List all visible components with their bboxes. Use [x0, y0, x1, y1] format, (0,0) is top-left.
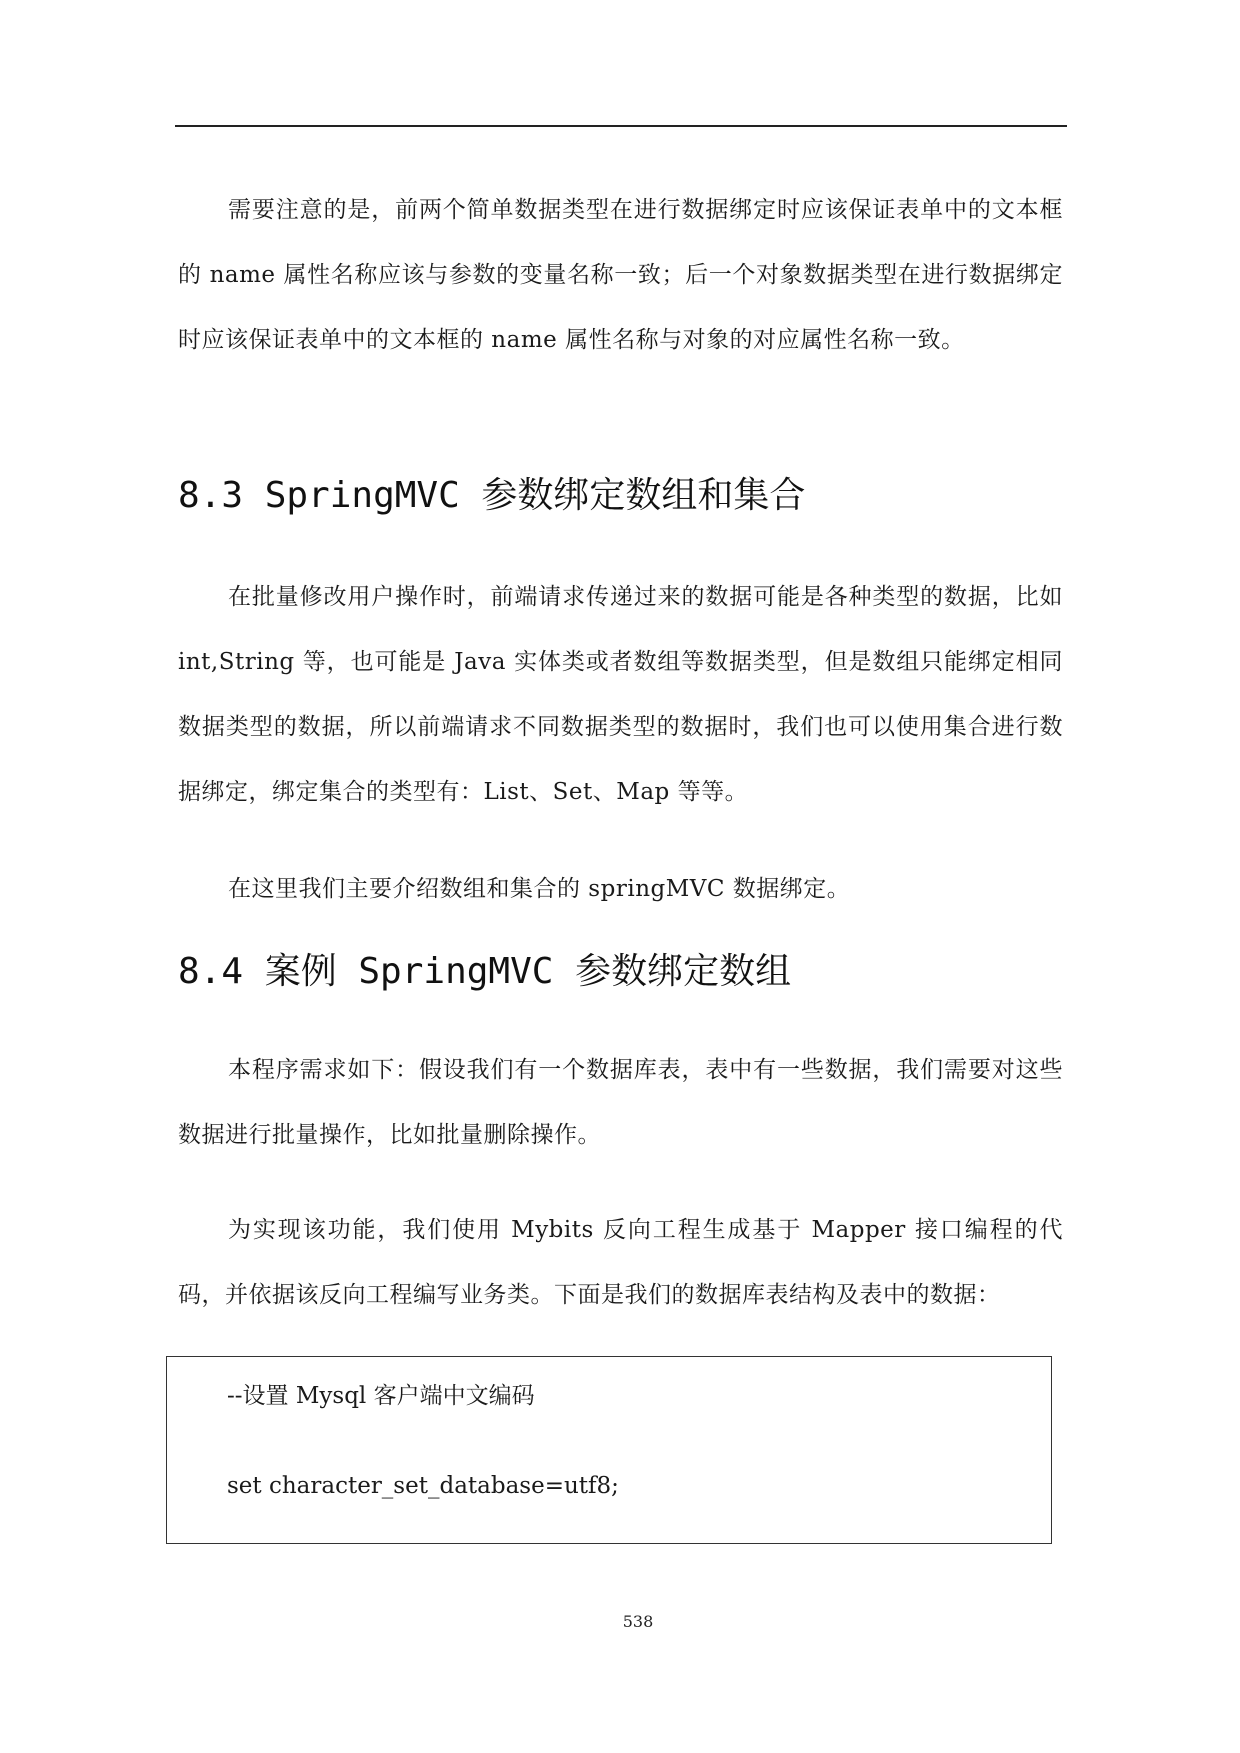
paragraph-implementation: 为实现该功能，我们使用 Mybits 反向工程生成基于 Mapper 接口编程的代码，并依据该反向工程编写业务类。下面是我们的数据库表结构及表中的数据：	[178, 1217, 1063, 1308]
paragraph-batch-modify: 在批量修改用户操作时，前端请求传递过来的数据可能是各种类型的数据，比如 int,String 等，也可能是 Java 实体类或者数组等数据类型，但是数组只能绑定相同数据类型的数据，所以前端请求不同数据类型的数据时，我们也可以使用集合进行数据绑定，绑定集合的类型有：List、Set、Map 等等。	[178, 584, 1063, 805]
code-block	[166, 1356, 1052, 1544]
section-heading-8-3: 8.3 SpringMVC 参数绑定数组和集合	[178, 475, 806, 516]
page-number: 538	[622, 1612, 654, 1631]
paragraph-intro: 在这里我们主要介绍数组和集合的 springMVC 数据绑定。	[228, 876, 851, 902]
header-rule	[175, 125, 1067, 127]
paragraph-requirements: 本程序需求如下：假设我们有一个数据库表，表中有一些数据，我们需要对这些数据进行批量操作，比如批量删除操作。	[178, 1057, 1063, 1148]
code-comment-line: --设置 Mysql 客户端中文编码	[227, 1383, 535, 1409]
paragraph-binding-note: 需要注意的是，前两个简单数据类型在进行数据绑定时应该保证表单中的文本框的 name 属性名称应该与参数的变量名称一致；后一个对象数据类型在进行数据绑定时应该保证表单中的文本框的 name 属性名称与对象的对应属性名称一致。	[178, 197, 1063, 353]
section-heading-8-4: 8.4 案例 SpringMVC 参数绑定数组	[178, 951, 792, 992]
code-statement-line: set character_set_database=utf8;	[227, 1473, 619, 1499]
